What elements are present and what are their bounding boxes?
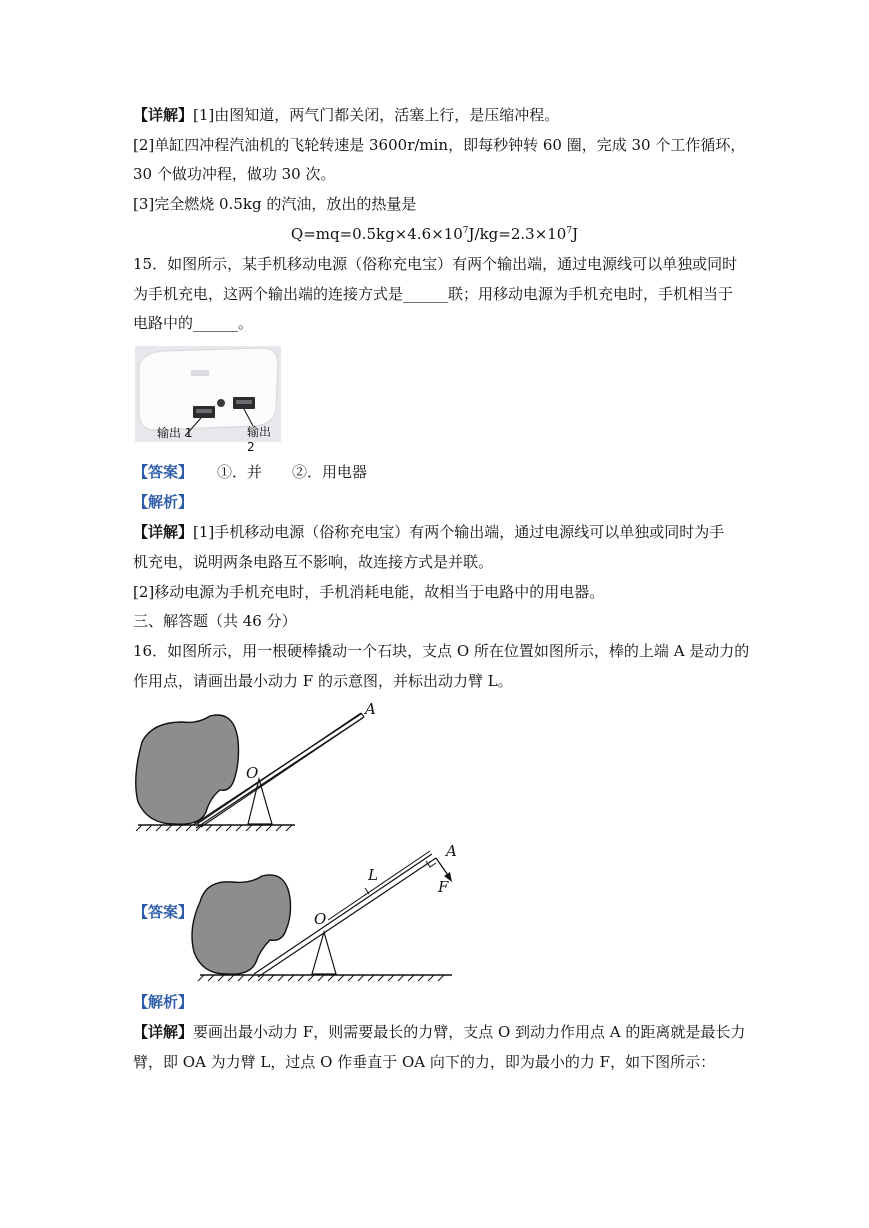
answer-text: ①．并 ②．用电器	[217, 463, 368, 481]
heat-equation: $Q=mq=0.5kg\times 4.6\times 10^7J/kg=2.3\times 10^7J$	[290, 225, 579, 243]
solution-14-line-3: 30 个做功冲程，做功 30 次。	[133, 165, 336, 183]
solution-text: [1]由图知道，两气门都关闭，活塞上行，是压缩冲程。	[193, 106, 560, 124]
lever-arm-line	[328, 851, 430, 920]
answer-point-a-label: A	[446, 842, 457, 860]
analysis-16-tag: 【解析】	[133, 993, 194, 1011]
solution-14-line-4: [3]完全燃烧 0.5kg 的汽油，放出的热量是	[133, 195, 417, 213]
point-a-label: A	[365, 700, 376, 718]
question-15-line-2: 为手机充电，这两个输出端的连接方式是______联；用移动电源为手机充电时，手机相当于	[133, 285, 734, 303]
dc-port	[217, 399, 225, 407]
question-16-line-2: 作用点，请画出最小动力 F 的示意图，并标出动力臂 L。	[133, 672, 513, 690]
detail-15-line-2: 机充电，说明两条电路互不影响，故连接方式是并联。	[133, 553, 494, 571]
detail-tag: 【详解】	[133, 523, 194, 541]
answer-tag: 【答案】	[133, 463, 194, 481]
detail-tag: 【详解】	[133, 106, 194, 124]
detail-15-line-3: [2]移动电源为手机充电时，手机消耗电能，故相当于电路中的用电器。	[133, 583, 605, 601]
detail-16-line-1: 【详解】要画出最小动力 F，则需要最长的力臂，支点 O 到动力作用点 A 的距离就是最长力	[133, 1023, 746, 1041]
power-bank-photo	[135, 346, 281, 454]
answer-16-tag: 【答案】	[133, 903, 194, 921]
output-2-label: 输出 2	[247, 425, 272, 454]
solution-14-line-1	[133, 105, 559, 125]
question-15-line-3: 电路中的______。	[133, 314, 254, 332]
answer-force-label: F	[438, 878, 449, 896]
detail-16-line-2: 臂，即 OA 为力臂 L，过点 O 作垂直于 OA 向下的力，即为最小的力 F，如下图所示：	[133, 1053, 716, 1071]
detail-tag: 【详解】	[133, 1023, 194, 1041]
point-o-label: O	[246, 764, 259, 782]
answer-point-o-label: O	[314, 910, 327, 928]
lever-rod	[197, 700, 397, 832]
question-15-line-1: 15．如图所示，某手机移动电源（俗称充电宝）有两个输出端，通过电源线可以单独或同时	[133, 255, 738, 273]
analysis-15-tag: 【解析】	[133, 493, 194, 511]
output-1-label: 输出 1	[157, 426, 193, 440]
question-16-line-1: 16．如图所示，用一根硬棒撬动一个石块，支点 O 所在位置如图所示，棒的上端 A 是动力的	[133, 642, 750, 660]
answer-lever-arm-label: L	[368, 866, 378, 884]
section-3-heading: 三、解答题（共 46 分）	[133, 612, 297, 630]
detail-15-line-1: 【详解】[1]手机移动电源（俗称充电宝）有两个输出端，通过电源线可以单独或同时为手	[133, 523, 725, 541]
answer-15	[133, 462, 367, 482]
lever-rod-overlay	[197, 700, 397, 832]
solution-14-line-2: [2]单缸四冲程汽油机的飞轮转速是 3600r/min，即每秒钟转 60 圈，完成 30 个工作循环，	[133, 136, 746, 154]
